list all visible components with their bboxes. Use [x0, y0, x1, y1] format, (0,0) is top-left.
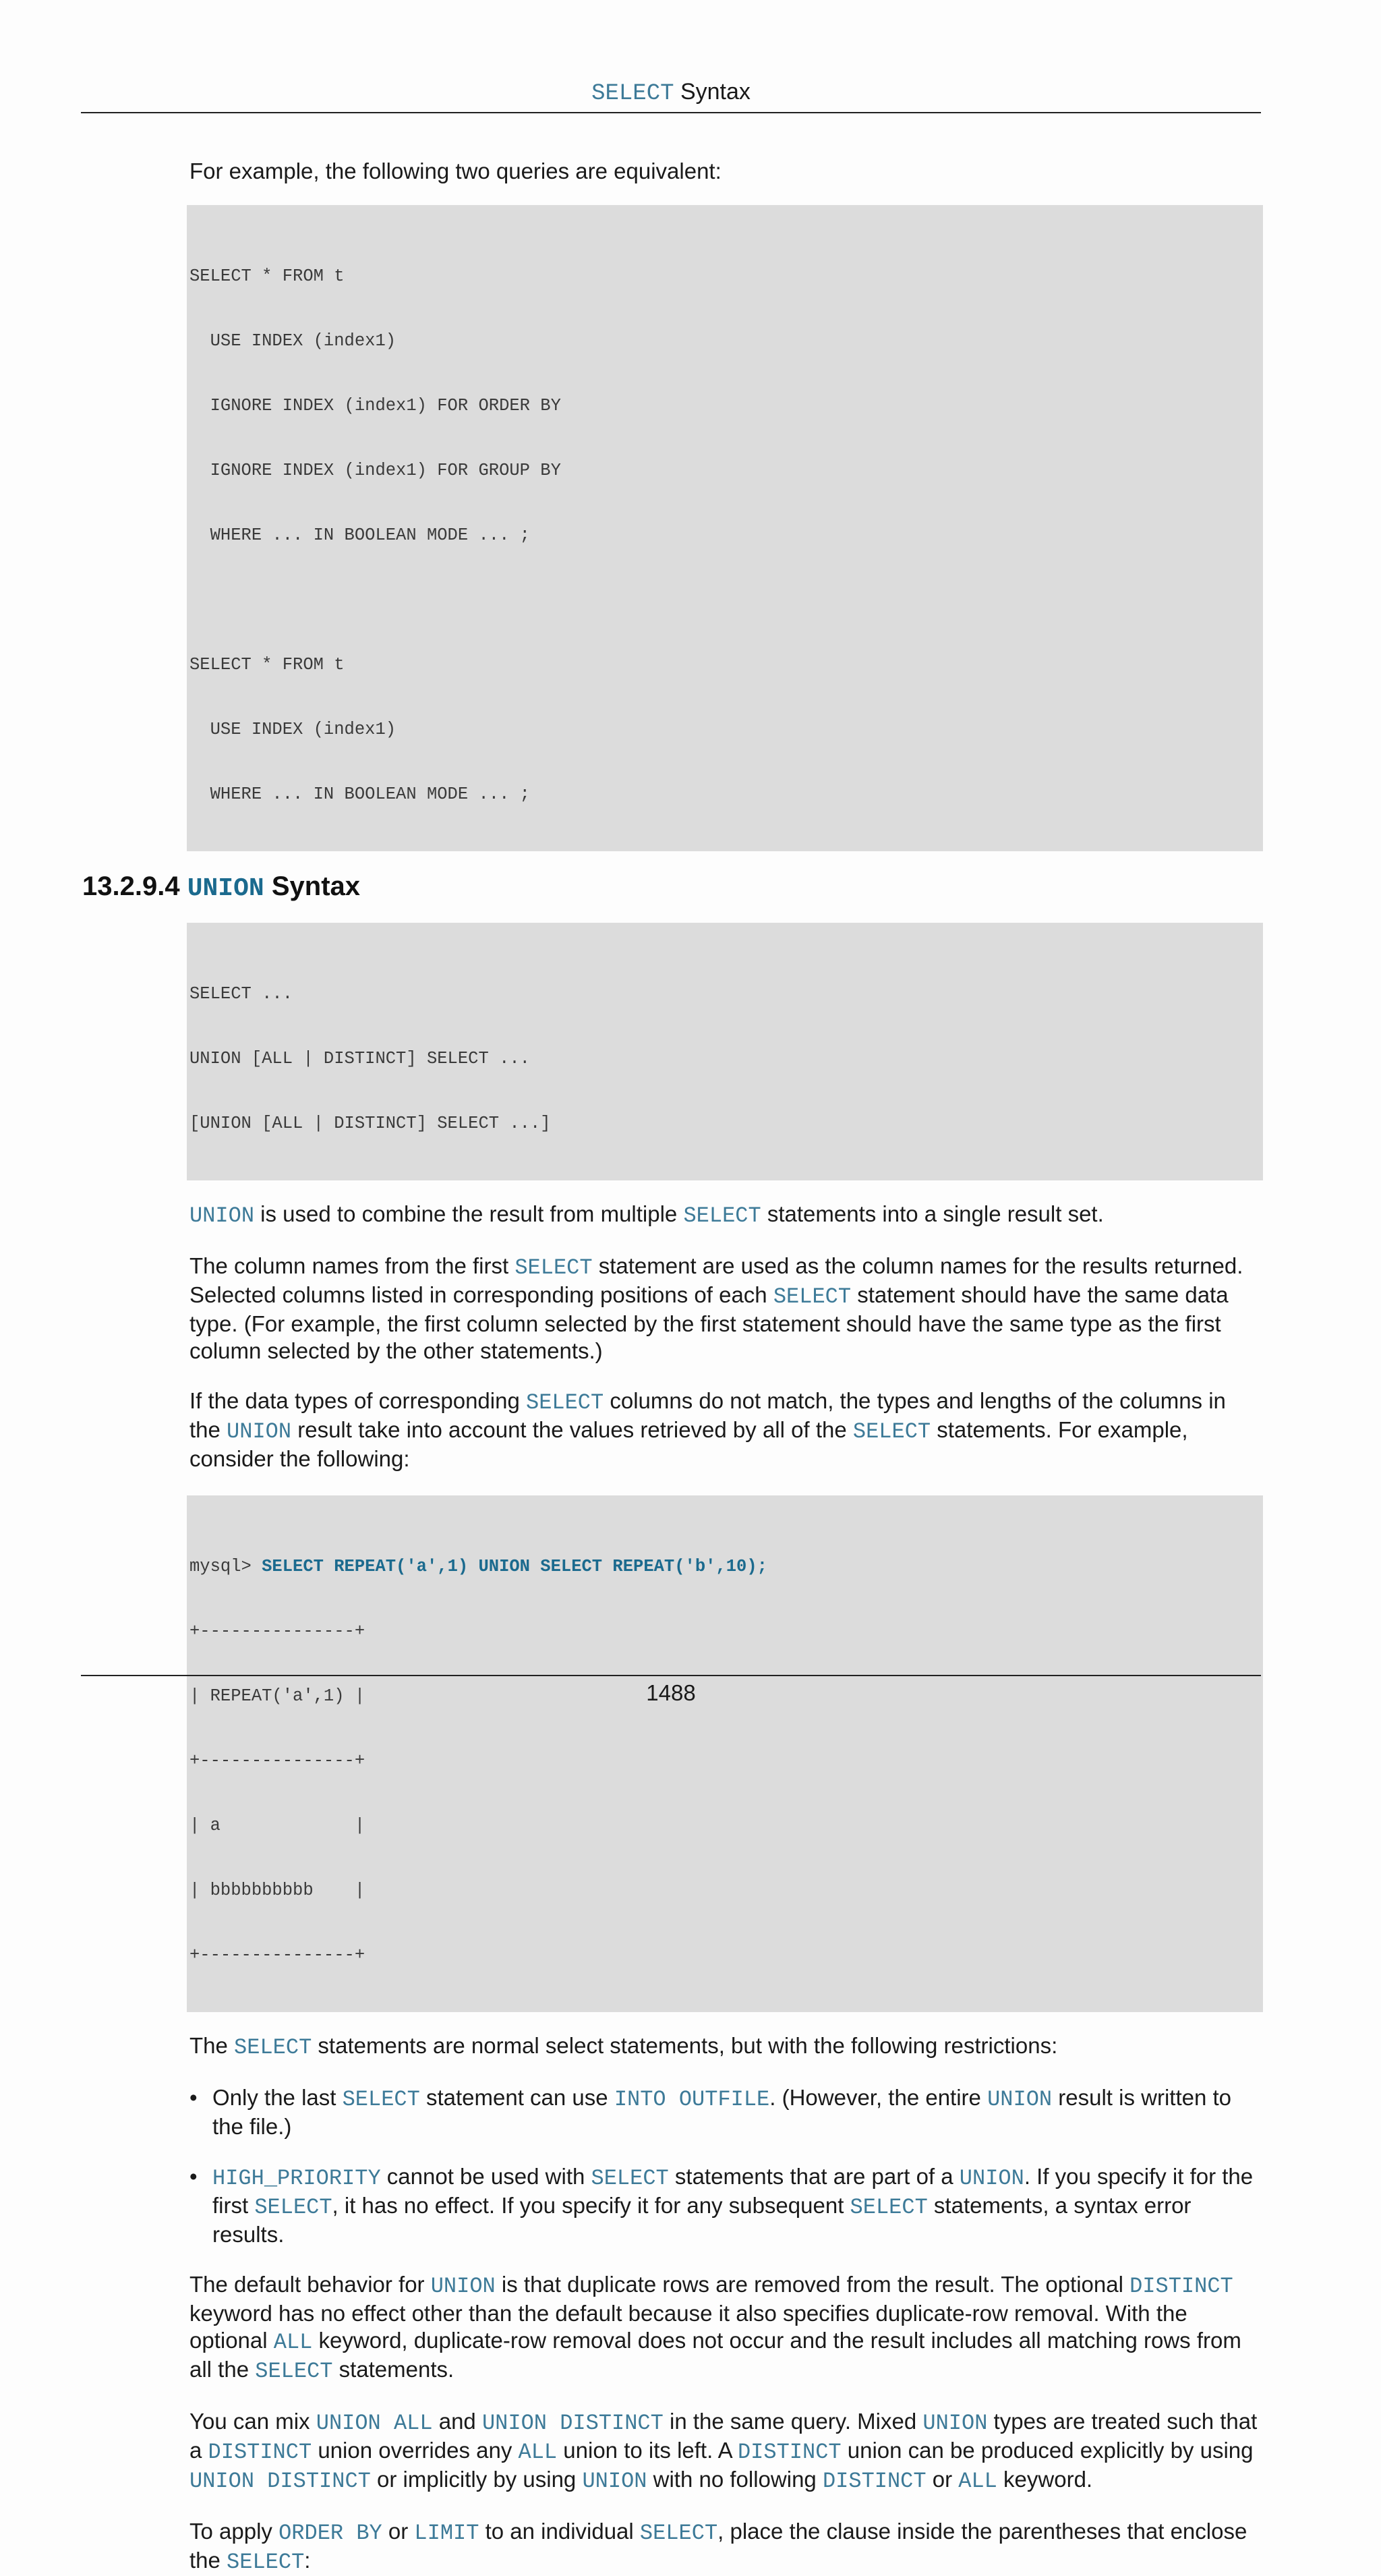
- text: statements that are part of a: [668, 2164, 960, 2189]
- keyword: INTO OUTFILE: [614, 2087, 770, 2112]
- section-title-text: Syntax: [264, 871, 361, 901]
- text: with no following: [647, 2467, 823, 2492]
- keyword: HIGH_PRIORITY: [212, 2166, 381, 2191]
- text: To apply: [189, 2519, 279, 2544]
- code-line: USE INDEX (index1): [189, 720, 396, 739]
- keyword: SELECT: [254, 2195, 332, 2220]
- code-line: SELECT ...: [189, 984, 293, 1004]
- paragraph-union-purpose: [189, 1201, 1262, 1230]
- keyword: UNION DISTINCT: [189, 2469, 371, 2494]
- keyword: UNION: [959, 2166, 1024, 2191]
- keyword: DISTINCT: [1129, 2274, 1233, 2299]
- text: Only the last: [212, 2085, 343, 2110]
- keyword: DISTINCT: [822, 2469, 927, 2494]
- text: columns do not match, the types and lengths of the columns in the: [189, 1388, 1226, 1442]
- text: , it has no effect. If you specify it for any subsequent: [332, 2193, 850, 2218]
- code-line: +---------------+: [189, 1751, 365, 1771]
- keyword: UNION: [430, 2274, 496, 2299]
- list-item: [189, 2163, 1262, 2248]
- keyword: SELECT: [850, 2195, 928, 2220]
- keyword: ALL: [518, 2440, 558, 2465]
- text: If the data types of corresponding: [189, 1388, 526, 1413]
- text: statements, a syntax error results.: [212, 2193, 1192, 2247]
- text: keyword has no effect other than the default because it also specifies duplicate-row removal. With the optional: [189, 2301, 1187, 2353]
- text: cannot be used with: [380, 2164, 591, 2189]
- page-content: [82, 158, 1262, 2576]
- code-line: USE INDEX (index1): [189, 331, 396, 351]
- keyword: UNION DISTINCT: [481, 2411, 664, 2436]
- text: union overrides any: [312, 2438, 519, 2463]
- text: keyword, duplicate-row removal does not occur and the result includes all matching rows from all the: [189, 2328, 1241, 2382]
- keyword: SELECT: [342, 2087, 420, 2112]
- paragraph-column-names: [189, 1253, 1262, 1365]
- code-line: +---------------+: [189, 1945, 365, 1965]
- paragraph-default-behavior: [189, 2271, 1262, 2385]
- keyword: SELECT: [525, 1390, 604, 1415]
- keyword: SELECT: [255, 2359, 333, 2384]
- keyword: UNION: [987, 2087, 1053, 2112]
- bullet-marker: •: [189, 2085, 198, 2110]
- keyword: SELECT: [852, 1419, 931, 1444]
- code-line: [UNION [ALL | DISTINCT] SELECT ...]: [189, 1114, 551, 1133]
- text: statements. For example, consider the following:: [189, 1417, 1188, 1471]
- code-line: | a |: [189, 1816, 365, 1835]
- text: or: [382, 2519, 415, 2544]
- text: statement can use: [419, 2085, 614, 2110]
- text: is that duplicate rows are removed from the result. The optional: [495, 2272, 1130, 2297]
- code-line: IGNORE INDEX (index1) FOR GROUP BY: [189, 461, 561, 480]
- text: The: [189, 2033, 235, 2058]
- code-line-command: [189, 1556, 1263, 1578]
- keyword: DISTINCT: [737, 2440, 842, 2465]
- keyword: UNION ALL: [316, 2411, 433, 2436]
- text: The column names from the first: [189, 1253, 515, 1278]
- section-heading: [82, 870, 1262, 905]
- text: statements are normal select statements, but with the following restrictions:: [312, 2033, 1058, 2058]
- text: You can mix: [189, 2409, 316, 2434]
- paragraph-data-types: [189, 1387, 1262, 1472]
- text: or: [926, 2467, 959, 2492]
- keyword: SELECT: [591, 2166, 669, 2191]
- text: statement are used as the column names for the results returned. Selected columns listed in corresponding positions of each: [189, 1253, 1243, 1307]
- keyword: SELECT: [773, 1284, 852, 1309]
- keyword: UNION: [189, 1203, 255, 1228]
- text: or implicitly by using: [370, 2467, 583, 2492]
- keyword: SELECT: [227, 2550, 305, 2575]
- text: is used to combine the result from multiple: [254, 1201, 684, 1226]
- footer-rule: [81, 1675, 1261, 1676]
- text: statement should have the same data type. (For example, the first column selected by the first statement should have the same type as the first column selected by the other statements.): [189, 1282, 1229, 1363]
- bullet-marker: •: [189, 2164, 198, 2189]
- restrictions-list: [189, 2084, 1262, 2248]
- keyword: ALL: [273, 2330, 313, 2355]
- text: union to its left. A: [557, 2438, 738, 2463]
- page-number: 1488: [646, 1680, 696, 1705]
- keyword: SELECT: [639, 2521, 718, 2546]
- keyword: UNION: [922, 2411, 988, 2436]
- paragraph-restrictions: [189, 2032, 1262, 2061]
- code-line: | bbbbbbbbbb |: [189, 1881, 365, 1900]
- keyword: ALL: [958, 2469, 997, 2494]
- paragraph-order-by-limit: [189, 2518, 1262, 2576]
- text: keyword.: [997, 2467, 1093, 2492]
- code-line: SELECT * FROM t: [189, 266, 345, 286]
- code-line: [189, 590, 1263, 611]
- text: types are treated such that a: [189, 2409, 1258, 2463]
- text: result take into account the values retrieved by all of the: [291, 1417, 853, 1442]
- keyword: SELECT: [234, 2035, 312, 2060]
- text: statements into a single result set.: [761, 1201, 1104, 1226]
- text: in the same query. Mixed: [663, 2409, 923, 2434]
- keyword: UNION: [227, 1419, 292, 1444]
- code-line: SELECT * FROM t: [189, 655, 345, 675]
- keyword: ORDER BY: [278, 2521, 382, 2546]
- section-keyword: UNION: [187, 874, 264, 903]
- keyword: UNION: [582, 2469, 647, 2494]
- text: :: [304, 2548, 311, 2573]
- running-header-text: Syntax: [674, 79, 751, 105]
- mysql-prompt: mysql>: [189, 1557, 262, 1576]
- code-line: +---------------+: [189, 1622, 365, 1641]
- code-block-equivalent-queries: [187, 205, 1263, 851]
- section-number: 13.2.9.4: [82, 871, 187, 901]
- list-item: [189, 2084, 1262, 2140]
- text: . (However, the entire: [769, 2085, 988, 2110]
- paragraph-mixing-unions: [189, 2408, 1262, 2495]
- text: , place the clause inside the parentheses that enclose the: [189, 2519, 1247, 2573]
- code-line: WHERE ... IN BOOLEAN MODE ... ;: [189, 784, 530, 804]
- text: The default behavior for: [189, 2272, 431, 2297]
- text: and: [432, 2409, 482, 2434]
- code-line: UNION [ALL | DISTINCT] SELECT ...: [189, 1049, 530, 1068]
- keyword: SELECT: [683, 1203, 761, 1228]
- code-line: | REPEAT('a',1) |: [189, 1686, 365, 1706]
- code-line: IGNORE INDEX (index1) FOR ORDER BY: [189, 396, 561, 416]
- intro-paragraph: For example, the following two queries are equivalent:: [189, 159, 722, 183]
- text: . If you specify it for the first: [212, 2164, 1254, 2218]
- keyword: DISTINCT: [208, 2440, 312, 2465]
- text: to an individual: [479, 2519, 640, 2544]
- text: statements.: [332, 2357, 454, 2382]
- text: result is written to the file.): [212, 2085, 1232, 2139]
- header-rule: [81, 112, 1261, 113]
- code-block-union-syntax: [187, 923, 1263, 1180]
- running-header: [0, 78, 1342, 107]
- code-block-repeat-example: [187, 1495, 1263, 2012]
- keyword: LIMIT: [414, 2521, 479, 2546]
- keyword: SELECT: [515, 1255, 593, 1280]
- running-header-keyword: SELECT: [591, 81, 674, 107]
- text: union can be produced explicitly by using: [841, 2438, 1254, 2463]
- command-text: SELECT REPEAT('a',1) UNION SELECT REPEAT('b',10);: [262, 1557, 767, 1576]
- code-line: WHERE ... IN BOOLEAN MODE ... ;: [189, 525, 530, 545]
